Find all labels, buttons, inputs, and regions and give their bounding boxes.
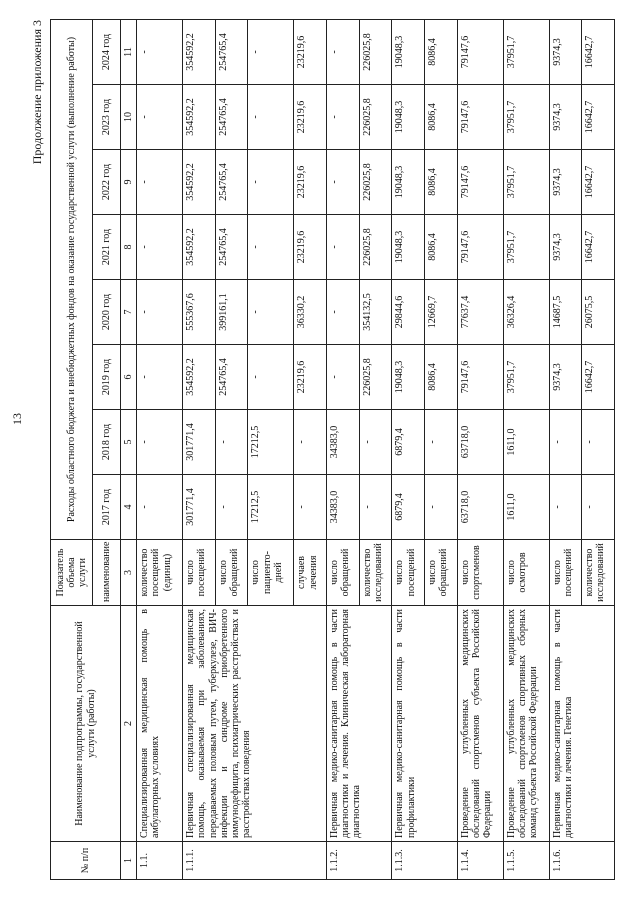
expense-value: 1611,0 — [503, 410, 549, 475]
expense-value: 6879,4 — [392, 475, 425, 540]
expense-value: - — [248, 345, 294, 410]
indicator-unit: количество посещений (единиц) — [137, 540, 183, 606]
expense-value: - — [215, 410, 248, 475]
row-number: 1.1.3. — [392, 842, 457, 880]
indicator-unit: число посещений — [183, 540, 216, 606]
column-number: 9 — [121, 150, 137, 215]
expense-value: 17212,5 — [248, 475, 294, 540]
service-name: Специализированная медицинская помощь в амбулаторных условиях — [137, 606, 183, 842]
expense-value: 79147,6 — [457, 150, 503, 215]
expense-value: 301771,4 — [183, 475, 216, 540]
expense-value: 8086,4 — [425, 19, 458, 84]
expense-value: 37951,7 — [503, 85, 549, 150]
row-number: 1.1.2. — [327, 842, 392, 880]
indicator-unit: число посещений — [549, 540, 582, 606]
service-name: Проведение углубленных медицинских обследований спортсменов спортивных сборных команд субъекта Российской Федерации — [503, 606, 549, 842]
expense-value: 555367,6 — [183, 280, 216, 345]
indicator-unit: случаев лечения — [294, 540, 327, 606]
service-name: Первичная медико-санитарная помощь в части профилактики — [392, 606, 457, 842]
service-name: Первичная медико-санитарная помощь в части диагностики и лечения. Клиническая лабораторная диагностика — [327, 606, 392, 842]
expense-value: 79147,6 — [457, 215, 503, 280]
header-indicator: Показатель объема услуги — [51, 540, 93, 606]
expense-value: - — [137, 215, 183, 280]
expense-value: 8086,4 — [425, 85, 458, 150]
expense-value: 77637,4 — [457, 280, 503, 345]
header-year: 2022 год — [93, 150, 121, 215]
expense-value: - — [327, 215, 360, 280]
expense-value: 34383,0 — [327, 475, 360, 540]
column-number: 4 — [121, 475, 137, 540]
expense-value: 63718,0 — [457, 475, 503, 540]
expense-value: 354592,2 — [183, 85, 216, 150]
column-number: 10 — [121, 85, 137, 150]
expense-value: 16642,7 — [582, 345, 615, 410]
expense-value: - — [327, 19, 360, 84]
expense-value: 226025,8 — [359, 345, 392, 410]
column-number: 7 — [121, 280, 137, 345]
expense-value: 16642,7 — [582, 85, 615, 150]
header-year: 2024 год — [93, 19, 121, 84]
expense-value: - — [137, 85, 183, 150]
header-year: 2017 год — [93, 475, 121, 540]
expense-value: 9374,3 — [549, 345, 582, 410]
expense-value: - — [359, 410, 392, 475]
indicator-unit: число осмотров — [503, 540, 549, 606]
row-number: 1.1.1. — [183, 842, 327, 880]
expense-value: - — [215, 475, 248, 540]
expense-value: 79147,6 — [457, 19, 503, 84]
continuation-label: Продолжение приложения 3 — [30, 20, 44, 165]
expense-value: 19048,3 — [392, 215, 425, 280]
header-expenses: Расходы областного бюджета и внебюджетных фондов на оказание государственной услуги (выполнение работы) — [51, 19, 93, 539]
table-body — [137, 19, 615, 879]
expense-value: 36330,2 — [294, 280, 327, 345]
expense-value: 37951,7 — [503, 19, 549, 84]
expense-value: - — [327, 345, 360, 410]
column-number: 8 — [121, 215, 137, 280]
expense-value: 23219,6 — [294, 345, 327, 410]
expense-value: 254765,4 — [215, 345, 248, 410]
table-row — [503, 19, 549, 879]
expense-value: 23219,6 — [294, 19, 327, 84]
expense-value: - — [327, 150, 360, 215]
expense-value: - — [327, 280, 360, 345]
expense-value: - — [582, 475, 615, 540]
expense-value: 79147,6 — [457, 85, 503, 150]
indicator-unit: количество исследований — [582, 540, 615, 606]
expense-value: 254765,4 — [215, 150, 248, 215]
expense-value: 8086,4 — [425, 150, 458, 215]
header-year: 2019 год — [93, 345, 121, 410]
indicator-unit: число спортсменов — [457, 540, 503, 606]
indicator-unit: количество исследований — [359, 540, 392, 606]
service-name: Первичная специализированная медицинская помощь, оказываемая при заболеваниях, передаваемых половым путем, туберкулезе, ВИЧ-инфекции и синдроме приобретенного иммунодефицита, психиатрических расстройствах и расстройствах поведения — [183, 606, 327, 842]
table-row — [183, 19, 216, 879]
expense-value: 226025,8 — [359, 85, 392, 150]
expense-value: 9374,3 — [549, 85, 582, 150]
column-number: 3 — [121, 540, 137, 606]
expense-value: 23219,6 — [294, 85, 327, 150]
expense-value: 354592,2 — [183, 345, 216, 410]
expense-value: - — [137, 410, 183, 475]
expense-value: 37951,7 — [503, 150, 549, 215]
expense-value: 19048,3 — [392, 85, 425, 150]
expense-value: 26075,5 — [582, 280, 615, 345]
table-row — [549, 19, 582, 879]
expense-value: 226025,8 — [359, 19, 392, 84]
expense-value: 6879,4 — [392, 410, 425, 475]
expense-value: - — [549, 410, 582, 475]
row-number: 1.1. — [137, 842, 183, 880]
column-number: 11 — [121, 19, 137, 84]
column-number: 1 — [121, 842, 137, 880]
table-row — [457, 19, 503, 879]
service-name: Проведение углубленных медицинских обследований спортсменов субъекта Российской Федерации — [457, 606, 503, 842]
expense-value: 79147,6 — [457, 345, 503, 410]
expense-value: - — [294, 475, 327, 540]
rotated-sheet — [30, 20, 615, 880]
expense-value: 354592,2 — [183, 215, 216, 280]
indicator-unit: число пациенто-дней — [248, 540, 294, 606]
column-number: 6 — [121, 345, 137, 410]
expense-value: 1611,0 — [503, 475, 549, 540]
expense-value: 16642,7 — [582, 215, 615, 280]
expense-value: 16642,7 — [582, 19, 615, 84]
expense-value: 29844,6 — [392, 280, 425, 345]
service-name: Первичная медико-санитарная помощь в части диагностики и лечения. Генетика — [549, 606, 614, 842]
expense-value: - — [137, 345, 183, 410]
expense-value: 19048,3 — [392, 150, 425, 215]
indicator-unit: число обращений — [215, 540, 248, 606]
expense-value: 8086,4 — [425, 215, 458, 280]
expense-value: - — [248, 85, 294, 150]
header-year: 2018 год — [93, 410, 121, 475]
table-row — [327, 19, 360, 879]
expense-value: 9374,3 — [549, 215, 582, 280]
expense-value: - — [359, 475, 392, 540]
expense-value: - — [137, 150, 183, 215]
expense-value: 37951,7 — [503, 345, 549, 410]
table-row — [392, 19, 425, 879]
expense-value: - — [137, 19, 183, 84]
expense-value: - — [248, 19, 294, 84]
expense-value: 37951,7 — [503, 215, 549, 280]
expense-value: 354132,5 — [359, 280, 392, 345]
header-year: 2023 год — [93, 85, 121, 150]
header-unit: наименование — [93, 540, 121, 606]
expense-value: - — [248, 215, 294, 280]
indicator-unit: число посещений — [392, 540, 425, 606]
expense-value: - — [294, 410, 327, 475]
column-number: 5 — [121, 410, 137, 475]
expense-value: 301771,4 — [183, 410, 216, 475]
expense-value: 23219,6 — [294, 215, 327, 280]
expense-value: - — [137, 475, 183, 540]
expense-value: 19048,3 — [392, 345, 425, 410]
expense-value: 254765,4 — [215, 85, 248, 150]
expense-value: - — [137, 280, 183, 345]
expense-value: 14687,5 — [549, 280, 582, 345]
expense-value: 63718,0 — [457, 410, 503, 475]
expense-value: 23219,6 — [294, 150, 327, 215]
page-number: 13 — [10, 413, 24, 425]
expense-value: 17212,5 — [248, 410, 294, 475]
expense-value: - — [425, 475, 458, 540]
expense-value: 36326,4 — [503, 280, 549, 345]
row-number: 1.1.6. — [549, 842, 614, 880]
expense-value: - — [248, 150, 294, 215]
column-number: 2 — [121, 606, 137, 842]
expense-value: - — [582, 410, 615, 475]
expense-value: 34383,0 — [327, 410, 360, 475]
table-row — [137, 19, 183, 879]
indicator-unit: число обращений — [327, 540, 360, 606]
expense-value: 19048,3 — [392, 19, 425, 84]
expense-value: 12669,7 — [425, 280, 458, 345]
expense-value: 9374,3 — [549, 19, 582, 84]
expense-value: - — [549, 475, 582, 540]
expense-value: 399161,1 — [215, 280, 248, 345]
expense-value: - — [327, 85, 360, 150]
expense-value: 16642,7 — [582, 150, 615, 215]
header-numbers-row — [121, 19, 137, 879]
header-year: 2021 год — [93, 215, 121, 280]
row-number: 1.1.4. — [457, 842, 503, 880]
expense-value: 254765,4 — [215, 19, 248, 84]
expense-value: 354592,2 — [183, 19, 216, 84]
header-name: Наименование подпрограммы, государственной услуги (работы) — [51, 606, 121, 842]
expense-value: - — [425, 410, 458, 475]
expense-value: 8086,4 — [425, 345, 458, 410]
expenses-table — [50, 19, 615, 880]
header-no: № п/п — [51, 842, 121, 880]
expense-value: - — [248, 280, 294, 345]
header-year: 2020 год — [93, 280, 121, 345]
indicator-unit: число обращений — [425, 540, 458, 606]
expense-value: 9374,3 — [549, 150, 582, 215]
row-number: 1.1.5. — [503, 842, 549, 880]
expense-value: 354592,2 — [183, 150, 216, 215]
expense-value: 254765,4 — [215, 215, 248, 280]
expense-value: 226025,8 — [359, 215, 392, 280]
expense-value: 226025,8 — [359, 150, 392, 215]
